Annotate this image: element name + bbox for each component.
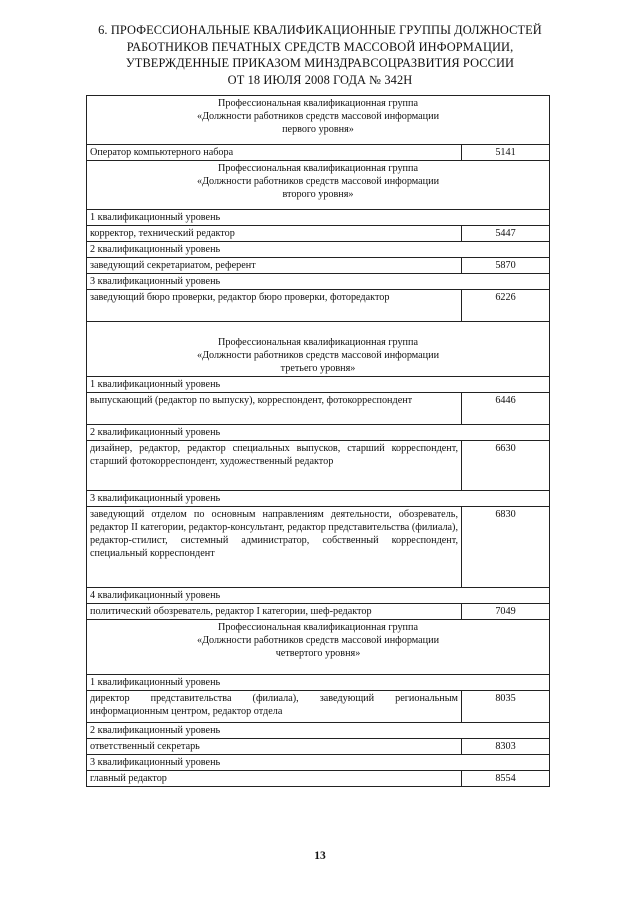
level-row xyxy=(87,491,550,507)
level-label: 2 квалификационный уровень xyxy=(87,425,550,441)
group-heading: Профессиональная квалификационная группа «Должности работников средств массовой информации третьего уровня» xyxy=(87,322,550,377)
table-row xyxy=(87,145,550,161)
level-row xyxy=(87,210,550,226)
level-label: 3 квалификационный уровень xyxy=(87,491,550,507)
level-label: 3 квалификационный уровень xyxy=(87,274,550,290)
table-row xyxy=(87,691,550,723)
group-heading-row xyxy=(87,96,550,145)
level-row xyxy=(87,242,550,258)
table-row xyxy=(87,441,550,491)
table-row xyxy=(87,393,550,425)
group-heading: Профессиональная квалификационная группа «Должности работников средств массовой информации четвертого уровня» xyxy=(87,620,550,675)
group-heading: Профессиональная квалификационная группа «Должности работников средств массовой информации первого уровня» xyxy=(87,96,550,145)
level-label: 2 квалификационный уровень xyxy=(87,242,550,258)
position-name: Оператор компьютерного набора xyxy=(87,145,462,161)
qualification-table xyxy=(86,95,550,787)
group-heading-row xyxy=(87,161,550,210)
position-name: дизайнер, редактор, редактор специальных выпусков, старший корреспондент, старший фотокорреспондент, художественный редактор xyxy=(87,441,462,491)
level-label: 4 квалификационный уровень xyxy=(87,588,550,604)
group-heading-row xyxy=(87,620,550,675)
salary-value: 6226 xyxy=(462,290,550,322)
salary-value: 5141 xyxy=(462,145,550,161)
salary-value: 6830 xyxy=(462,507,550,588)
level-row xyxy=(87,425,550,441)
level-row xyxy=(87,274,550,290)
position-name: корректор, технический редактор xyxy=(87,226,462,242)
position-name: ответственный секретарь xyxy=(87,739,462,755)
level-row xyxy=(87,377,550,393)
position-name: заведующий бюро проверки, редактор бюро проверки, фоторедактор xyxy=(87,290,462,322)
level-row xyxy=(87,588,550,604)
table-row xyxy=(87,226,550,242)
title-line: РАБОТНИКОВ ПЕЧАТНЫХ СРЕДСТВ МАССОВОЙ ИНФОРМАЦИИ, xyxy=(126,39,514,54)
title-line: УТВЕРЖДЕННЫЕ ПРИКАЗОМ МИНЗДРАВСОЦРАЗВИТИЯ РОССИИ xyxy=(125,56,515,70)
level-row xyxy=(87,675,550,691)
salary-value: 7049 xyxy=(462,604,550,620)
position-name: заведующий отделом по основным направлениям деятельности, обозреватель, редактор II категории, редактор-консультант, редактор представительства (филиала), редактор-стилист, системный администратор, собственный корреспондент, специальный корреспондент xyxy=(87,507,462,588)
salary-value: 8035 xyxy=(462,691,550,723)
page-number: 13 xyxy=(314,850,326,862)
table-row xyxy=(87,258,550,274)
document-title xyxy=(40,22,600,88)
level-label: 3 квалификационный уровень xyxy=(87,755,550,771)
group-heading: Профессиональная квалификационная группа «Должности работников средств массовой информации второго уровня» xyxy=(87,161,550,210)
level-row xyxy=(87,723,550,739)
level-label: 2 квалификационный уровень xyxy=(87,723,550,739)
level-label: 1 квалификационный уровень xyxy=(87,377,550,393)
table-row xyxy=(87,771,550,787)
salary-value: 6446 xyxy=(462,393,550,425)
level-label: 1 квалификационный уровень xyxy=(87,210,550,226)
group-heading-row xyxy=(87,322,550,377)
salary-value: 8554 xyxy=(462,771,550,787)
position-name: политический обозреватель, редактор I категории, шеф-редактор xyxy=(87,604,462,620)
table-row xyxy=(87,604,550,620)
title-line: ОТ 18 ИЮЛЯ 2008 ГОДА № 342Н xyxy=(227,72,413,87)
table-row xyxy=(87,290,550,322)
position-name: директор представительства (филиала), заведующий региональным информационным центром, редактор отдела xyxy=(87,691,462,723)
position-name: заведующий секретариатом, референт xyxy=(87,258,462,274)
title-line: 6. ПРОФЕССИОНАЛЬНЫЕ КВАЛИФИКАЦИОННЫЕ ГРУППЫ ДОЛЖНОСТЕЙ xyxy=(98,23,542,37)
level-row xyxy=(87,755,550,771)
salary-value: 6630 xyxy=(462,441,550,491)
table-row xyxy=(87,507,550,588)
salary-value: 5447 xyxy=(462,226,550,242)
position-name: главный редактор xyxy=(87,771,462,787)
table-row xyxy=(87,739,550,755)
salary-value: 5870 xyxy=(462,258,550,274)
position-name: выпускающий (редактор по выпуску), корреспондент, фотокорреспондент xyxy=(87,393,462,425)
level-label: 1 квалификационный уровень xyxy=(87,675,550,691)
salary-value: 8303 xyxy=(462,739,550,755)
